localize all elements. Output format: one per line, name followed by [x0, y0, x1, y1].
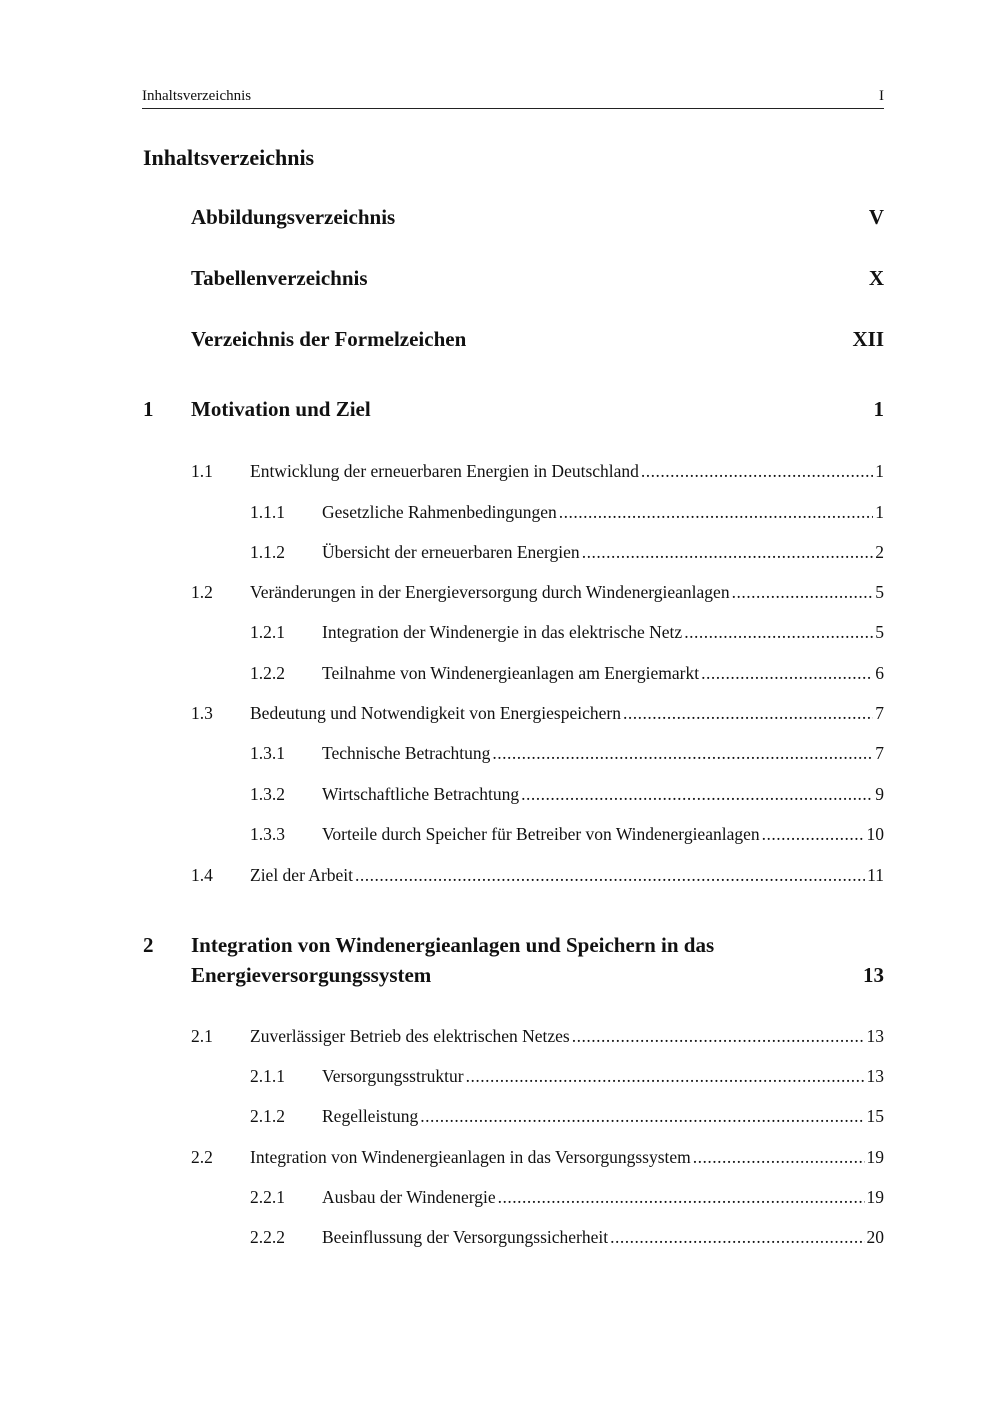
toc-subsection[interactable] [250, 1066, 884, 1087]
page-title: Inhaltsverzeichnis [143, 145, 315, 170]
dot-leader [420, 1106, 864, 1127]
subsection-page: 9 [875, 784, 884, 804]
subsection-title: Regelleistung [322, 1106, 419, 1126]
subsection-title: Teilnahme von Windenergieanlagen am Energiemarkt [322, 663, 700, 683]
section-number: 1.3 [191, 703, 213, 723]
toc-section[interactable] [191, 703, 884, 724]
chapter-title-line-2: Energieversorgungssystem [191, 963, 432, 987]
toc-chapter-1[interactable] [143, 397, 884, 422]
toc-entry-page: XII [852, 327, 884, 351]
chapter-title [191, 930, 863, 990]
subsection-title: Technische Betrachtung [322, 743, 491, 763]
subsection-title: Übersicht der erneuerbaren Energien [322, 542, 580, 562]
section-title: Integration von Windenergieanlagen in das Versorgungssystem [250, 1147, 691, 1167]
subsection-number: 1.1.1 [250, 502, 285, 522]
dot-leader [641, 461, 873, 482]
section-title: Veränderungen in der Energieversorgung durch Windenergieanlagen [250, 582, 730, 602]
toc-section[interactable] [191, 1026, 884, 1047]
toc-subsection[interactable] [250, 1187, 884, 1208]
subsection-page: 6 [875, 663, 884, 683]
subsection-page: 20 [866, 1227, 884, 1247]
subsection-number: 1.2.2 [250, 663, 285, 683]
toc-entry-page: X [868, 266, 884, 290]
subsection-page: 13 [866, 1066, 884, 1086]
subsection-page: 19 [866, 1187, 884, 1207]
subsection-title: Integration der Windenergie in das elektrische Netz [322, 622, 683, 642]
subsection-page: 15 [866, 1106, 884, 1126]
running-header-title: Inhaltsverzeichnis [142, 88, 252, 104]
subsection-number: 2.2.2 [250, 1227, 285, 1247]
section-page: 7 [875, 703, 884, 723]
toc-entry-label: Verzeichnis der Formelzeichen [191, 327, 467, 351]
dot-leader [572, 1026, 865, 1047]
chapter-page: 13 [863, 963, 884, 987]
section-number: 2.2 [191, 1147, 213, 1167]
subsection-page: 7 [875, 743, 884, 763]
toc-entry-front-matter[interactable] [191, 205, 884, 230]
section-title: Bedeutung und Notwendigkeit von Energiespeichern [250, 703, 621, 723]
toc-entry-label: Abbildungsverzeichnis [191, 205, 396, 229]
dot-leader [684, 622, 873, 643]
chapter-number: 1 [143, 397, 154, 421]
subsection-page: 10 [866, 824, 884, 844]
dot-leader [498, 1187, 865, 1208]
toc-entry-front-matter[interactable] [191, 266, 884, 291]
toc-entry-front-matter[interactable] [191, 327, 884, 352]
section-page: 5 [875, 582, 884, 602]
subsection-page: 5 [875, 622, 884, 642]
toc-entry-label: Tabellenverzeichnis [191, 266, 368, 290]
dot-leader [492, 743, 873, 764]
section-page: 1 [875, 461, 884, 481]
dot-leader [623, 703, 873, 724]
chapter-number: 2 [143, 933, 154, 957]
toc-subsection[interactable] [250, 502, 884, 523]
dot-leader [466, 1066, 865, 1087]
subsection-number: 1.3.3 [250, 824, 285, 844]
toc-subsection[interactable] [250, 542, 884, 563]
subsection-title: Gesetzliche Rahmenbedingungen [322, 502, 557, 522]
toc-subsection[interactable] [250, 1227, 884, 1248]
section-number: 2.1 [191, 1026, 213, 1046]
subsection-page: 2 [875, 542, 884, 562]
subsection-number: 1.3.1 [250, 743, 285, 763]
section-title: Zuverlässiger Betrieb des elektrischen Netzes [250, 1026, 570, 1046]
running-header [142, 88, 884, 109]
dot-leader [701, 663, 873, 684]
subsection-title: Vorteile durch Speicher für Betreiber von Windenergieanlagen [322, 824, 760, 844]
chapter-title-line-1: Integration von Windenergieanlagen und Speichern in das [191, 933, 715, 957]
section-page: 19 [866, 1147, 884, 1167]
section-page: 13 [866, 1026, 884, 1046]
chapter-title: Motivation und Ziel [191, 397, 371, 421]
section-title: Ziel der Arbeit [250, 865, 354, 885]
dot-leader [582, 542, 874, 563]
section-title: Entwicklung der erneuerbaren Energien in Deutschland [250, 461, 639, 481]
subsection-number: 2.1.1 [250, 1066, 285, 1086]
toc-subsection[interactable] [250, 663, 884, 684]
toc-subsection[interactable] [250, 743, 884, 764]
toc-subsection[interactable] [250, 622, 884, 643]
toc-chapter-2[interactable] [143, 930, 884, 990]
subsection-title: Versorgungsstruktur [322, 1066, 464, 1086]
subsection-title: Ausbau der Windenergie [322, 1187, 496, 1207]
toc-section[interactable] [191, 582, 884, 603]
chapter-page: 1 [873, 397, 884, 421]
subsection-number: 1.3.2 [250, 784, 285, 804]
subsection-title: Beeinflussung der Versorgungssicherheit [322, 1227, 609, 1247]
section-number: 1.2 [191, 582, 213, 602]
section-number: 1.1 [191, 461, 213, 481]
dot-leader [521, 784, 873, 805]
toc-section[interactable] [191, 461, 884, 482]
dot-leader [355, 865, 865, 886]
dot-leader [732, 582, 874, 603]
toc-section[interactable] [191, 865, 884, 886]
subsection-number: 1.1.2 [250, 542, 285, 562]
subsection-number: 2.2.1 [250, 1187, 285, 1207]
dot-leader [693, 1147, 865, 1168]
subsection-number: 1.2.1 [250, 622, 285, 642]
subsection-number: 2.1.2 [250, 1106, 285, 1126]
dot-leader [559, 502, 874, 523]
toc-entry-page: V [868, 205, 884, 229]
dot-leader [762, 824, 865, 845]
section-number: 1.4 [191, 865, 213, 885]
dot-leader [610, 1227, 864, 1248]
section-page: 11 [867, 865, 884, 885]
subsection-title: Wirtschaftliche Betrachtung [322, 784, 520, 804]
running-header-page: I [879, 88, 884, 104]
toc-subsection[interactable] [250, 784, 884, 805]
toc-subsection[interactable] [250, 824, 884, 845]
toc-subsection[interactable] [250, 1106, 884, 1127]
subsection-page: 1 [875, 502, 884, 522]
toc-section[interactable] [191, 1147, 884, 1168]
